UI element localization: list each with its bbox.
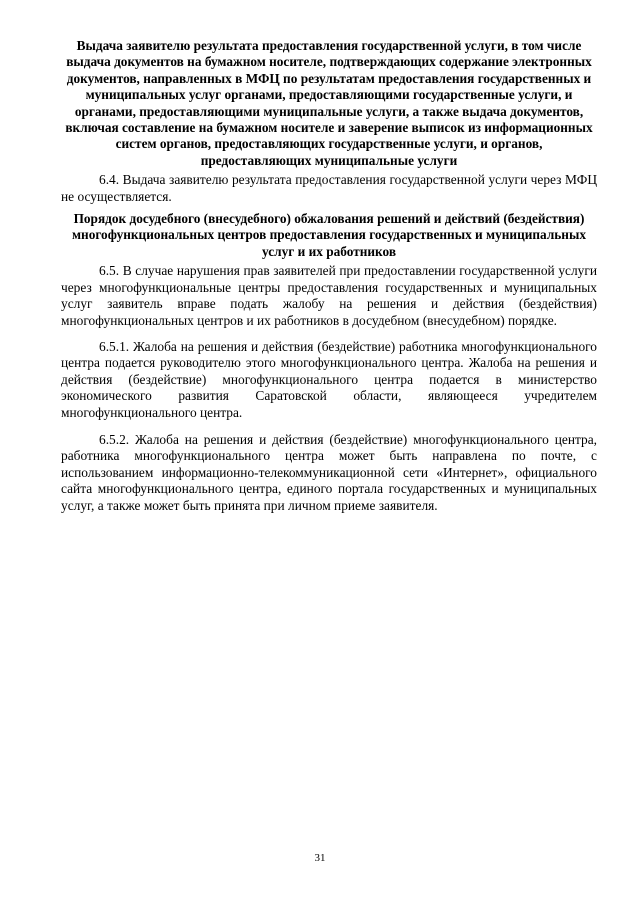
paragraph-6-4: 6.4. Выдача заявителю результата предоставления государственной услуги через МФЦ не осуществляется. xyxy=(61,172,597,204)
section-heading-result-issuance: Выдача заявителю результата предоставления государственной услуги, в том числе выдача документов на бумажном носителе, подтверждающих содержание электронных документов, направленных в МФЦ по результатам предоставления государственных и муниципальных услуг органами, предоставляющими государственные услуги, и органами, предоставляющими муниципальные услуги, а также выдача документов, включая составление на бумажном носителе и заверение выписок из информационных систем органов, предоставляющих государственные услуги, и органов, предоставляющих муниципальные услуги xyxy=(65,38,593,168)
section-heading-appeal-procedure: Порядок досудебного (внесудебного) обжалования решений и действий (бездействия) многофункциональных центров предоставления государственных и муниципальных услуг и их работников xyxy=(71,211,586,259)
paragraph-6-5-2: 6.5.2. Жалоба на решения и действия (бездействие) многофункционального центра, работника многофункционального центра может быть направлена по почте, с использованием информационно-телекоммуникационной сети «Интернет», официального сайта многофункционального центра, единого портала государственных и муниципальных услуг, а также может быть принята при личном приеме заявителя. xyxy=(61,431,597,513)
page-number: 31 xyxy=(314,852,326,864)
page-content xyxy=(61,38,597,514)
paragraph-6-5: 6.5. В случае нарушения прав заявителей при предоставлении государственной услуги через многофункциональные центры предоставления государственных и муниципальных услуг заявитель вправе подать жалобу на решения и действия (бездействия) многофункциональных центров и их работников в досудебном (внесудебном) порядке. xyxy=(61,263,597,328)
paragraph-6-5-1: 6.5.1. Жалоба на решения и действия (бездействие) работника многофункционального центра подается руководителю этого многофункционального центра. Жалоба на решения и действия (бездействие) многофункционального центра подается в министерство экономического развития Саратовской области, являющееся учредителем многофункционального центра. xyxy=(61,338,597,420)
